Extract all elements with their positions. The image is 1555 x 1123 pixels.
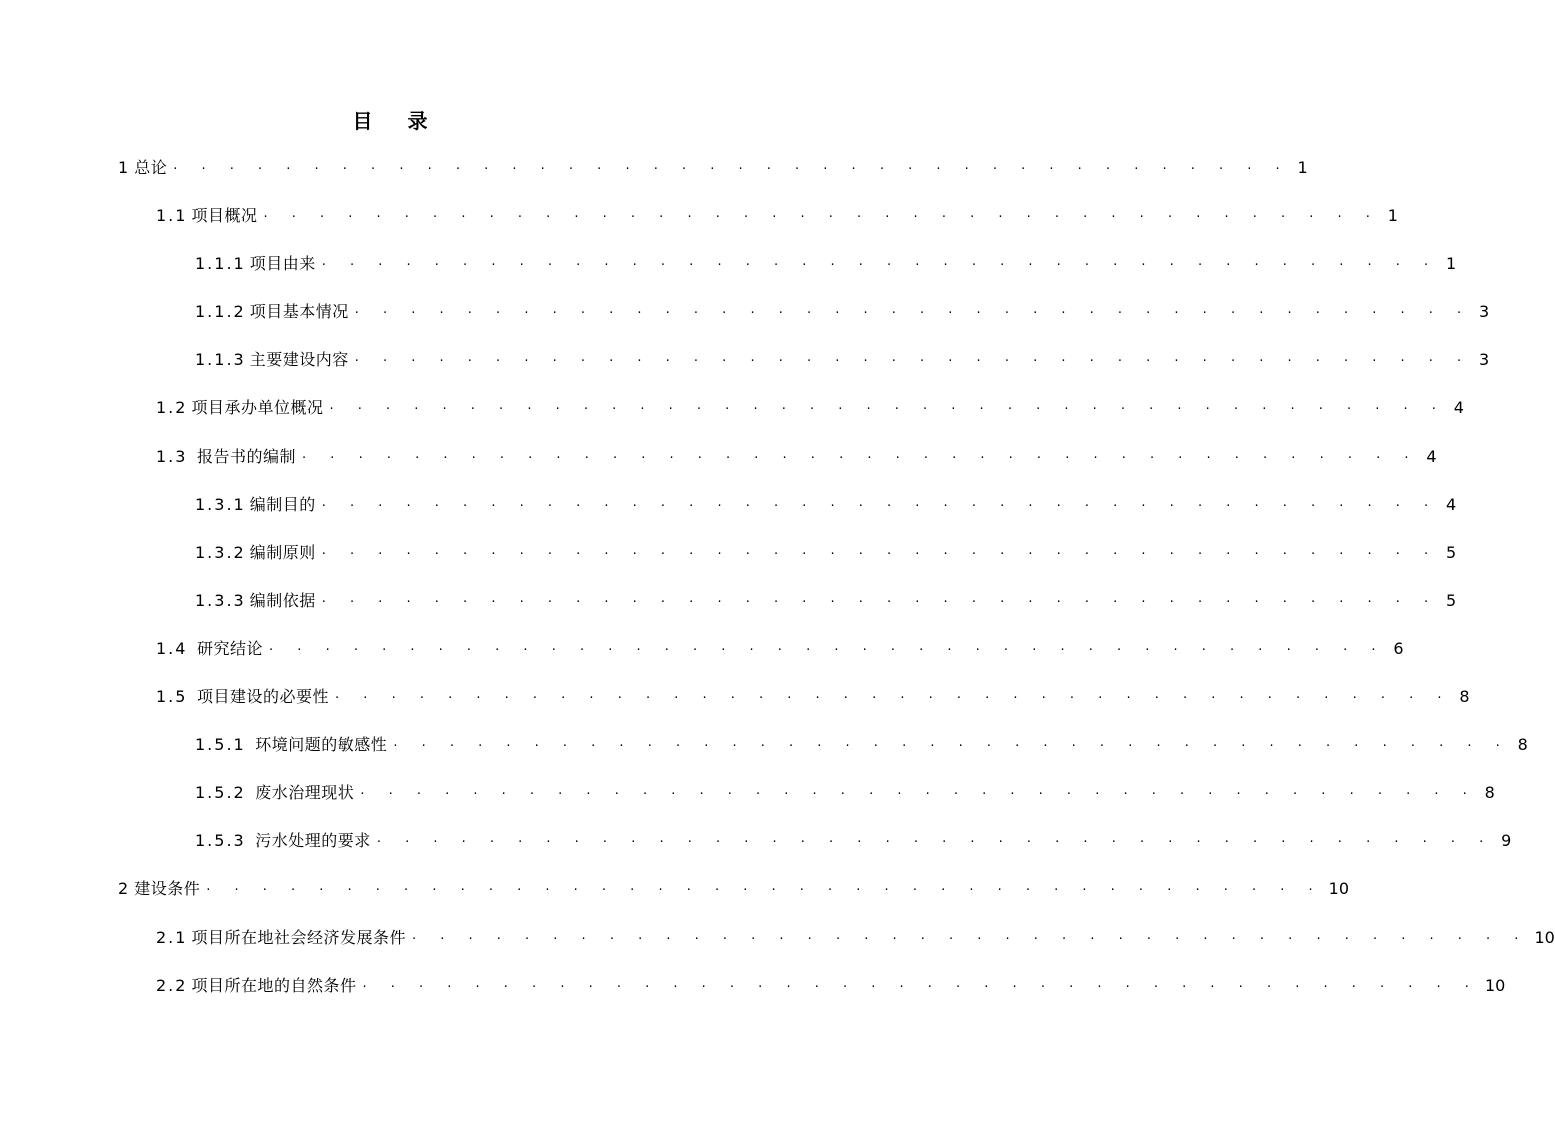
- toc-entry-page: 10: [1534, 928, 1555, 947]
- toc-entry[interactable]: [195, 253, 1457, 277]
- dot-leader: · · · · · · · · · · · · · · · · · · · · · · · · · · · · · · · · · · · · · · · ·: [376, 835, 1494, 850]
- toc-entry[interactable]: [195, 349, 1490, 373]
- toc-entry-page: 3: [1479, 350, 1490, 369]
- toc-entry-page: 3: [1479, 302, 1490, 321]
- toc-entry-number: 1.5: [156, 687, 188, 706]
- toc-entry-text: 项目概况: [191, 206, 258, 225]
- dot-leader: · · · · · · · · · · · · · · · · · · · · · · · · · · · · · · · · · · · · · · · ·: [360, 787, 1477, 802]
- toc-entry-number: 2: [118, 879, 131, 898]
- toc-entry-text: 总论: [134, 158, 168, 177]
- toc-entry-number: 1.4: [156, 639, 188, 658]
- toc-entry-number: 1.1.3: [195, 350, 246, 369]
- toc-entry[interactable]: [156, 446, 1437, 470]
- toc-entry-text: 项目由来: [249, 254, 316, 273]
- toc-entry[interactable]: [195, 734, 1528, 758]
- toc-entry-page: 5: [1446, 543, 1457, 562]
- toc-entry[interactable]: [195, 494, 1457, 518]
- toc-entry-page: 1: [1446, 254, 1457, 273]
- dot-leader: · · · · · · · · · · · · · · · · · · · · · · · · · · · · · · · · · · · · · · · ·: [302, 451, 1419, 466]
- toc-entry-text: 编制依据: [249, 591, 316, 610]
- toc-entry-number: 1.2: [156, 398, 188, 417]
- dot-leader: · · · · · · · · · · · · · · · · · · · · · · · · · · · · · · · · · · · · · · · ·: [206, 883, 1323, 898]
- toc-entry-text: 项目所在地社会经济发展条件: [191, 928, 406, 947]
- dot-leader: · · · · · · · · · · · · · · · · · · · · · · · · · · · · · · · · · · · · · · · ·: [393, 739, 1510, 754]
- dot-leader: · · · · · · · · · · · · · · · · · · · · · · · · · · · · · · · · · · · · · · · ·: [321, 258, 1439, 273]
- dot-leader: · · · · · · · · · · · · · · · · · · · · · · · · · · · · · · · · · · · · · · · ·: [411, 932, 1529, 947]
- dot-leader: · · · · · · · · · · · · · · · · · · · · · · · · · · · · · · · · · · · · · · · ·: [335, 691, 1452, 706]
- toc-entry-text: 报告书的编制: [191, 447, 297, 466]
- dot-leader: · · · · · · · · · · · · · · · · · · · · · · · · · · · · · · · · · · · · · · · ·: [321, 595, 1439, 610]
- toc-entry[interactable]: [156, 205, 1398, 229]
- dot-leader: · · · · · · · · · · · · · · · · · · · · · · · · · · · · · · · · · · · · · · · ·: [269, 643, 1386, 658]
- toc-entry[interactable]: [195, 830, 1512, 854]
- toc-entry-page: 8: [1484, 783, 1495, 802]
- toc-entry-number: 1.5.1: [195, 735, 246, 754]
- toc-entry-text: 编制目的: [249, 495, 316, 514]
- toc-entry-page: 1: [1387, 206, 1398, 225]
- toc-entry-text: 建设条件: [134, 879, 201, 898]
- toc-entry-page: 10: [1484, 976, 1506, 995]
- toc-entry[interactable]: [156, 686, 1470, 710]
- toc-entry-text: 主要建设内容: [249, 350, 349, 369]
- toc-entry-text: 项目建设的必要性: [191, 687, 330, 706]
- dot-leader: · · · · · · · · · · · · · · · · · · · · · · · · · · · · · · · · · · · · · · · ·: [173, 162, 1290, 177]
- toc-entry-text: 项目基本情况: [249, 302, 349, 321]
- toc-entry-text: 污水处理的要求: [249, 831, 371, 850]
- toc-entry[interactable]: [156, 397, 1464, 421]
- toc-entry-number: 1.3: [156, 447, 188, 466]
- toc-entry[interactable]: [195, 782, 1495, 806]
- dot-leader: · · · · · · · · · · · · · · · · · · · · · · · · · · · · · · · · · · · · · · · ·: [263, 210, 1380, 225]
- dot-leader: · · · · · · · · · · · · · · · · · · · · · · · · · · · · · · · · · · · · · · · ·: [321, 499, 1439, 514]
- toc-entry-page: 1: [1297, 158, 1308, 177]
- toc-entry-number: 1.1.1: [195, 254, 246, 273]
- dot-leader: · · · · · · · · · · · · · · · · · · · · · · · · · · · · · · · · · · · · · · · ·: [321, 547, 1439, 562]
- toc-entry-page: 5: [1446, 591, 1457, 610]
- toc-entry-page: 8: [1517, 735, 1528, 754]
- toc-entry-number: 1.3.3: [195, 591, 246, 610]
- toc-entry-text: 废水治理现状: [249, 783, 355, 802]
- toc-entry-page: 8: [1459, 687, 1470, 706]
- toc-entry[interactable]: [195, 542, 1457, 566]
- toc-entry-page: 10: [1328, 879, 1350, 898]
- toc-entry-number: 2.1: [156, 928, 188, 947]
- toc-entry-number: 2.2: [156, 976, 188, 995]
- toc-entry[interactable]: [195, 301, 1490, 325]
- toc-title: 目 录: [352, 109, 442, 133]
- toc-entry-page: 4: [1426, 447, 1437, 466]
- toc-entry[interactable]: [156, 927, 1555, 951]
- toc-entry-text: 项目所在地的自然条件: [191, 976, 357, 995]
- toc-entry-text: 项目承办单位概况: [191, 398, 324, 417]
- toc-entry-text: 编制原则: [249, 543, 316, 562]
- toc-entry-number: 1.5.2: [195, 783, 246, 802]
- toc-entry[interactable]: [195, 590, 1457, 614]
- toc-entry[interactable]: [118, 878, 1350, 902]
- toc-entry-number: 1.3.2: [195, 543, 246, 562]
- dot-leader: · · · · · · · · · · · · · · · · · · · · · · · · · · · · · · · · · · · · · · · ·: [354, 306, 1472, 321]
- dot-leader: · · · · · · · · · · · · · · · · · · · · · · · · · · · · · · · · · · · · · · · ·: [354, 354, 1472, 369]
- toc-entry-number: 1: [118, 158, 131, 177]
- toc-entry[interactable]: [118, 157, 1308, 181]
- toc-entry-number: 1.1: [156, 206, 188, 225]
- toc-entry[interactable]: [156, 975, 1506, 999]
- toc-entry-page: 9: [1501, 831, 1512, 850]
- toc-entry[interactable]: [156, 638, 1404, 662]
- toc-entry-page: 4: [1446, 495, 1457, 514]
- dot-leader: · · · · · · · · · · · · · · · · · · · · · · · · · · · · · · · · · · · · · · · ·: [362, 980, 1479, 995]
- toc-entry-text: 环境问题的敏感性: [249, 735, 388, 754]
- toc-entry-number: 1.1.2: [195, 302, 246, 321]
- toc-entry-page: 6: [1393, 639, 1404, 658]
- toc-entry-text: 研究结论: [191, 639, 264, 658]
- dot-leader: · · · · · · · · · · · · · · · · · · · · · · · · · · · · · · · · · · · · · · · ·: [329, 402, 1446, 417]
- toc-entry-page: 4: [1453, 398, 1464, 417]
- toc-entry-number: 1.5.3: [195, 831, 246, 850]
- toc-entry-number: 1.3.1: [195, 495, 246, 514]
